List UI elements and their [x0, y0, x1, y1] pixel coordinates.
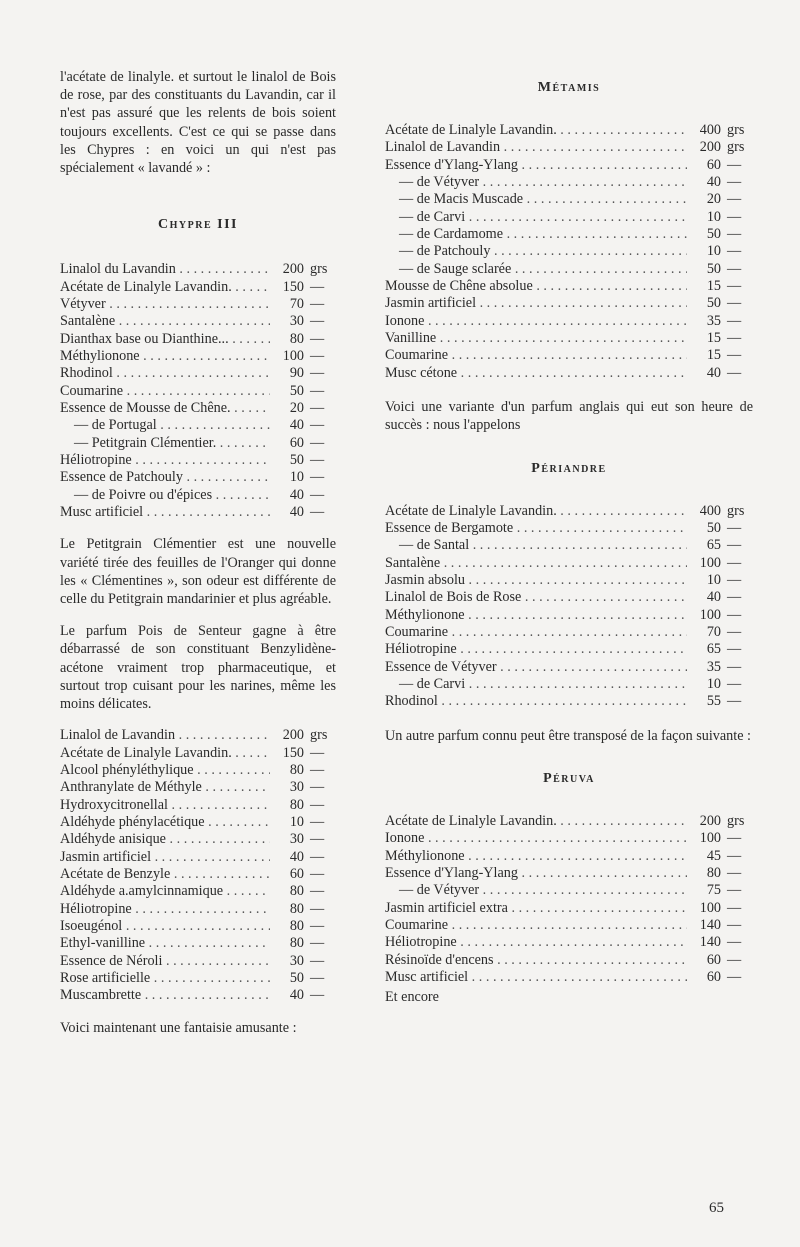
recipe-row [60, 797, 336, 814]
ingredient-name: — de Carvi . . . [385, 676, 687, 693]
ingredient-quantity: 70 [706, 623, 721, 640]
ingredient-unit: — [310, 486, 325, 503]
ingredient-quantity: 60 [706, 951, 721, 968]
ingredient-unit: — [727, 676, 742, 692]
recipe-row [385, 537, 753, 554]
ingredient-unit: — [727, 191, 742, 208]
recipe-row [60, 487, 336, 504]
recipe-row [385, 917, 753, 934]
ingredient-quantity: 50 [289, 452, 304, 468]
ingredient-name: — Petitgrain Clémentier. . . . [60, 435, 270, 452]
recipe-row [385, 295, 753, 312]
ingredient-unit: — [310, 469, 325, 486]
ingredient-unit: — [310, 313, 325, 330]
ingredient-unit: — [310, 883, 325, 900]
outro-paragraph: Voici maintenant une fantaisie amusante : [60, 1019, 297, 1036]
ingredient-name: Ionone . . . [385, 830, 687, 847]
ingredient-quantity: 100 [699, 606, 721, 623]
ingredient-quantity: 50 [706, 295, 721, 312]
ingredient-unit: — [727, 847, 742, 864]
ingredient-name: Coumarine . . . [60, 383, 270, 400]
ingredient-unit: — [310, 434, 325, 451]
recipe-row [60, 313, 336, 330]
ingredient-quantity: 140 [699, 934, 721, 951]
recipe-row [60, 504, 336, 521]
ingredient-quantity: 40 [289, 987, 304, 1004]
ingredient-quantity: 100 [282, 347, 304, 364]
recipe-row [60, 814, 336, 831]
recipe-row [60, 435, 336, 452]
ingredient-unit: — [727, 278, 742, 295]
recipe-row [60, 296, 336, 313]
ingredient-unit: — [310, 761, 325, 778]
periandre-recipe-list [385, 503, 753, 711]
recipe-row [60, 883, 336, 900]
ingredient-unit: — [727, 226, 742, 243]
ingredient-name: Acétate de Linalyle Lavandin. . . . [60, 279, 270, 296]
ingredient-unit: grs [310, 727, 328, 744]
recipe-row [60, 849, 336, 866]
ingredient-unit: — [727, 951, 742, 968]
ingredient-quantity: 10 [289, 813, 304, 830]
variante-paragraph: Voici une variante d'un parfum anglais qui eut son heure de succès : nous l'appelons [385, 399, 753, 434]
recipe-row [385, 952, 753, 969]
recipe-row [60, 279, 336, 296]
ingredient-quantity: 30 [289, 952, 304, 969]
ingredient-quantity: 60 [706, 156, 721, 173]
ingredient-quantity: 200 [699, 139, 721, 156]
ingredient-name: Aldéhyde anisique . . . [60, 831, 270, 848]
recipe-row [385, 347, 753, 364]
recipe-row [385, 503, 753, 520]
ingredient-quantity: 400 [699, 502, 721, 519]
ingredient-quantity: 80 [289, 330, 304, 347]
ingredient-name: Essence d'Ylang-Ylang . . . [385, 865, 687, 882]
ingredient-unit: — [727, 899, 742, 916]
ingredient-name: Acétate de Linalyle Lavandin. . . . [385, 503, 687, 520]
ingredient-unit: — [310, 970, 325, 987]
ingredient-quantity: 35 [706, 312, 721, 329]
recipe-row [60, 348, 336, 365]
ingredient-name: Héliotropine . . . [60, 452, 270, 469]
ingredient-name: Acétate de Linalyle Lavandin. . . . [385, 813, 687, 830]
recipe-row [385, 865, 753, 882]
ingredient-name: — de Macis Muscade . . . [385, 191, 687, 208]
recipe-row [60, 779, 336, 796]
ingredient-unit: — [310, 900, 325, 917]
ingredient-quantity: 80 [289, 900, 304, 917]
recipe-row [385, 174, 753, 191]
ingredient-unit: — [727, 260, 742, 277]
recipe-row [60, 261, 336, 278]
recipe-row [385, 607, 753, 624]
ingredient-quantity: 50 [289, 382, 304, 399]
pois-paragraph: Le parfum Pois de Senteur gagne à être débarrassé de son constituant Benzylidène-acétone vraiment trop pharmaceutique, et surtout trop cuisant pour les narines, même les moins délicates. [60, 623, 336, 712]
ingredient-name: Méthylionone . . . [60, 348, 270, 365]
recipe-row [385, 191, 753, 208]
ingredient-quantity: 10 [706, 243, 721, 260]
ingredient-name: Vanilline . . . [385, 330, 687, 347]
ingredient-name: Héliotropine . . . [60, 901, 270, 918]
recipe-row [385, 261, 753, 278]
ingredient-quantity: 20 [706, 191, 721, 208]
ingredient-name: Héliotropine . . . [385, 934, 687, 951]
ingredient-unit: — [310, 917, 325, 934]
recipe-row [60, 727, 336, 744]
recipe-row [60, 935, 336, 952]
ingredient-quantity: 150 [282, 744, 304, 761]
ingredient-quantity: 30 [289, 313, 304, 330]
ingredient-quantity: 10 [706, 571, 721, 588]
recipe-row [385, 641, 753, 658]
ingredient-quantity: 45 [706, 847, 721, 864]
ingredient-name: Jasmin artificiel extra . . . [385, 900, 687, 917]
intro-paragraph: l'acétate de linalyle. et surtout le linalol de Bois de rose, par des constituants du Lavandin, car il n'est pas assuré que les relents de bois soient toujours excellents. C'est ce qui se passe dans les Chypres : en voici un qui n'est pas spécialement « lavandé » : [60, 69, 336, 177]
ingredient-unit: — [727, 864, 742, 881]
chypre-title: Chypre III [158, 217, 238, 233]
ingredient-name: Jasmin artificiel . . . [385, 295, 687, 312]
ingredient-name: Acétate de Benzyle . . . [60, 866, 270, 883]
ingredient-unit: — [727, 934, 742, 951]
recipe-row [60, 365, 336, 382]
ingredient-quantity: 50 [706, 260, 721, 277]
ingredient-quantity: 200 [699, 812, 721, 829]
ingredient-unit: — [310, 330, 325, 347]
ingredient-name: Linalol de Lavandin . . . [60, 727, 270, 744]
ingredient-unit: — [727, 916, 742, 933]
recipe-row [385, 589, 753, 606]
recipe-row [385, 969, 753, 986]
chypre-recipe-list [60, 261, 336, 521]
ingredient-name: Acétate de Linalyle Lavandin. . . . [60, 745, 270, 762]
ingredient-quantity: 40 [706, 364, 721, 381]
ingredient-unit: — [727, 658, 742, 675]
recipe-row [385, 900, 753, 917]
ingredient-name: Essence de Vétyver . . . [385, 659, 687, 676]
ingredient-name: Méthylionone . . . [385, 848, 687, 865]
ingredient-quantity: 80 [289, 917, 304, 934]
ingredient-unit: grs [727, 502, 745, 519]
ingredient-name: Isoeugénol . . . [60, 918, 270, 935]
ingredient-quantity: 80 [289, 935, 304, 952]
ingredient-unit: — [310, 278, 325, 295]
ingredient-quantity: 200 [282, 261, 304, 278]
ingredient-name: Essence de Mousse de Chêne. . . . [60, 400, 270, 417]
ingredient-name: — de Sauge sclarée . . . [385, 261, 687, 278]
ingredient-name: — de Carvi . . . [385, 209, 687, 226]
ingredient-name: Linalol du Lavandin . . . [60, 261, 270, 278]
ingredient-quantity: 100 [699, 554, 721, 571]
ingredient-quantity: 30 [289, 831, 304, 848]
recipe-row [385, 848, 753, 865]
ingredient-name: Musc cétone . . . [385, 365, 687, 382]
recipe-row [60, 866, 336, 883]
recipe-row [60, 831, 336, 848]
recipe-row [60, 417, 336, 434]
ingredient-name: Essence de Néroli . . . [60, 953, 270, 970]
ingredient-name: Rose artificielle . . . [60, 970, 270, 987]
ingredient-quantity: 55 [706, 693, 721, 710]
ingredient-name: Rhodinol . . . [385, 693, 687, 710]
petitgrain-paragraph: Le Petitgrain Clémentier est une nouvelle variété tirée des feuilles de l'Oranger qui donne les « Clémentines », son odeur est différente de celle du Petitgrain mandarinier et plus agréable. [60, 536, 336, 607]
recipe-row [385, 676, 753, 693]
ingredient-name: — de Patchouly . . . [385, 243, 687, 260]
ingredient-unit: — [310, 813, 325, 830]
ingredient-unit: — [727, 330, 742, 347]
recipe-row [60, 987, 336, 1004]
metamis-recipe-list [385, 122, 753, 382]
ingredient-quantity: 15 [706, 278, 721, 295]
ingredient-name: Rhodinol . . . [60, 365, 270, 382]
recipe-row [60, 970, 336, 987]
ingredient-name: Hydroxycitronellal . . . [60, 797, 270, 814]
ingredient-unit: — [310, 796, 325, 813]
ingredient-quantity: 80 [289, 761, 304, 778]
ingredient-quantity: 50 [706, 226, 721, 243]
ingredient-name: Aldéhyde a.amylcinnamique . . . [60, 883, 270, 900]
ingredient-name: — de Vétyver . . . [385, 882, 687, 899]
ingredient-quantity: 100 [699, 830, 721, 847]
ingredient-unit: — [310, 935, 325, 952]
ingredient-unit: — [310, 295, 325, 312]
ingredient-quantity: 400 [699, 122, 721, 138]
ingredient-unit: — [727, 641, 742, 658]
ingredient-name: Aldéhyde phénylacétique . . . [60, 814, 270, 831]
recipe-row [385, 659, 753, 676]
page-number: 65 [709, 1200, 724, 1216]
recipe-row [385, 693, 753, 710]
ingredient-unit: — [727, 882, 742, 899]
recipe-row [385, 882, 753, 899]
ingredient-unit: — [727, 537, 742, 554]
recipe-row [385, 934, 753, 951]
ingredient-unit: — [727, 174, 742, 191]
ingredient-unit: — [727, 830, 742, 847]
ingredient-unit: — [310, 744, 325, 761]
ingredient-unit: — [727, 968, 742, 985]
ingredient-name: — de Cardamome . . . [385, 226, 687, 243]
ingredient-quantity: 40 [706, 174, 721, 191]
ingredient-unit: — [310, 831, 325, 848]
ingredient-name: Alcool phényléthylique . . . [60, 762, 270, 779]
ingredient-unit: — [727, 571, 742, 588]
ingredient-quantity: 100 [699, 899, 721, 916]
ingredient-name: Linalol de Bois de Rose . . . [385, 589, 687, 606]
ingredient-quantity: 40 [289, 504, 304, 521]
ingredient-unit: — [727, 312, 742, 329]
ingredient-quantity: 80 [289, 883, 304, 900]
ingredient-quantity: 40 [289, 486, 304, 503]
ingredient-unit: — [727, 347, 742, 364]
ingredient-name: — de Vétyver . . . [385, 174, 687, 191]
recipe-row [60, 901, 336, 918]
ingredient-quantity: 50 [289, 970, 304, 987]
recipe-row [385, 209, 753, 226]
ingredient-name: Dianthax base ou Dianthine... . . . [60, 331, 270, 348]
ingredient-unit: grs [727, 122, 745, 138]
ingredient-unit: — [727, 589, 742, 606]
recipe-row [385, 139, 753, 156]
ingredient-quantity: 80 [706, 864, 721, 881]
ingredient-unit: — [310, 347, 325, 364]
ingredient-name: Résinoïde d'encens . . . [385, 952, 687, 969]
ingredient-name: Jasmin absolu . . . [385, 572, 687, 589]
ingredient-name: Linalol de Lavandin . . . [385, 139, 687, 156]
ingredient-quantity: 60 [289, 434, 304, 451]
ingredient-name: Coumarine . . . [385, 347, 687, 364]
recipe-row [60, 762, 336, 779]
recipe-row [385, 520, 753, 537]
metamis-title: Métamis [537, 80, 601, 95]
pois-recipe-list [60, 727, 336, 1005]
ingredient-unit: — [310, 848, 325, 865]
ingredient-unit: — [727, 156, 742, 173]
recipe-row [60, 452, 336, 469]
ingredient-name: Santalène . . . [385, 555, 687, 572]
ingredient-quantity: 90 [289, 365, 304, 382]
peruva-recipe-list [385, 813, 753, 986]
ingredient-quantity: 10 [706, 676, 721, 692]
ingredient-name: Musc artificiel . . . [385, 969, 687, 986]
ingredient-quantity: 20 [289, 399, 304, 416]
ingredient-name: Anthranylate de Méthyle . . . [60, 779, 270, 796]
ingredient-quantity: 75 [706, 882, 721, 899]
ingredient-name: Vétyver . . . [60, 296, 270, 313]
recipe-row [385, 313, 753, 330]
recipe-row [60, 469, 336, 486]
recipe-row [385, 572, 753, 589]
ingredient-unit: — [310, 417, 325, 434]
ingredient-unit: — [727, 364, 742, 381]
ingredient-name: Essence de Bergamote . . . [385, 520, 687, 537]
ingredient-name: Muscambrette . . . [60, 987, 270, 1004]
encore-text: Et encore [385, 989, 439, 1006]
recipe-row [60, 918, 336, 935]
recipe-row [385, 278, 753, 295]
ingredient-name: Santalène . . . [60, 313, 270, 330]
ingredient-quantity: 10 [289, 469, 304, 486]
ingredient-name: Héliotropine . . . [385, 641, 687, 658]
ingredient-unit: — [727, 693, 742, 710]
recipe-row [385, 555, 753, 572]
ingredient-quantity: 35 [706, 658, 721, 675]
ingredient-quantity: 65 [706, 641, 721, 658]
ingredient-quantity: 30 [289, 779, 304, 796]
ingredient-name: Ionone . . . [385, 313, 687, 330]
ingredient-unit: — [310, 779, 325, 796]
recipe-row [385, 624, 753, 641]
ingredient-quantity: 140 [699, 916, 721, 933]
ingredient-name: Méthylionone . . . [385, 607, 687, 624]
ingredient-unit: — [310, 452, 325, 468]
recipe-row [60, 400, 336, 417]
ingredient-name: Mousse de Chêne absolue . . . [385, 278, 687, 295]
ingredient-quantity: 150 [282, 278, 304, 295]
recipe-row [60, 953, 336, 970]
ingredient-unit: — [310, 952, 325, 969]
left-column [60, 68, 336, 1037]
ingredient-unit: — [727, 606, 742, 623]
ingredient-quantity: 10 [706, 208, 721, 225]
right-column [385, 80, 753, 1007]
ingredient-name: — de Poivre ou d'épices . . . [60, 487, 270, 504]
ingredient-quantity: 40 [289, 417, 304, 434]
autre-paragraph: Un autre parfum connu peut être transposé de la façon suivante : [385, 727, 751, 744]
recipe-row [385, 226, 753, 243]
recipe-row [385, 830, 753, 847]
recipe-row [60, 383, 336, 400]
recipe-row [60, 331, 336, 348]
recipe-row [385, 330, 753, 347]
recipe-row [385, 813, 753, 830]
ingredient-name: Musc artificiel . . . [60, 504, 270, 521]
ingredient-quantity: 80 [289, 796, 304, 813]
ingredient-quantity: 70 [289, 295, 304, 312]
ingredient-name: Essence de Patchouly . . . [60, 469, 270, 486]
ingredient-quantity: 200 [282, 727, 304, 744]
ingredient-quantity: 65 [706, 537, 721, 554]
ingredient-unit: — [310, 504, 325, 521]
ingredient-unit: — [310, 382, 325, 399]
recipe-row [385, 157, 753, 174]
ingredient-unit: grs [310, 261, 328, 278]
ingredient-unit: — [310, 399, 325, 416]
ingredient-unit: — [310, 365, 325, 382]
ingredient-unit: — [727, 243, 742, 260]
ingredient-name: Coumarine . . . [385, 917, 687, 934]
ingredient-quantity: 15 [706, 347, 721, 364]
ingredient-unit: — [727, 208, 742, 225]
recipe-row [385, 243, 753, 260]
ingredient-unit: grs [727, 812, 745, 829]
ingredient-quantity: 40 [706, 589, 721, 606]
ingredient-unit: — [727, 519, 742, 536]
ingredient-unit: — [310, 987, 325, 1004]
ingredient-name: Coumarine . . . [385, 624, 687, 641]
ingredient-name: Jasmin artificiel . . . [60, 849, 270, 866]
ingredient-unit: — [727, 623, 742, 640]
ingredient-unit: — [727, 554, 742, 571]
ingredient-name: — de Santal . . . [385, 537, 687, 554]
ingredient-name: Acétate de Linalyle Lavandin. . . . [385, 122, 687, 139]
ingredient-unit: grs [727, 139, 745, 156]
periandre-title: Périandre [531, 460, 607, 476]
ingredient-unit: — [727, 295, 742, 312]
peruva-title: Péruva [543, 770, 595, 786]
ingredient-quantity: 60 [289, 865, 304, 882]
ingredient-name: — de Portugal . . . [60, 417, 270, 434]
ingredient-quantity: 15 [706, 330, 721, 347]
recipe-row [385, 365, 753, 382]
ingredient-quantity: 40 [289, 848, 304, 865]
ingredient-unit: — [310, 865, 325, 882]
recipe-row [385, 122, 753, 139]
ingredient-name: Essence d'Ylang-Ylang . . . [385, 157, 687, 174]
recipe-row [60, 745, 336, 762]
ingredient-quantity: 60 [706, 968, 721, 985]
ingredient-quantity: 50 [706, 519, 721, 536]
ingredient-name: Ethyl-vanilline . . . [60, 935, 270, 952]
